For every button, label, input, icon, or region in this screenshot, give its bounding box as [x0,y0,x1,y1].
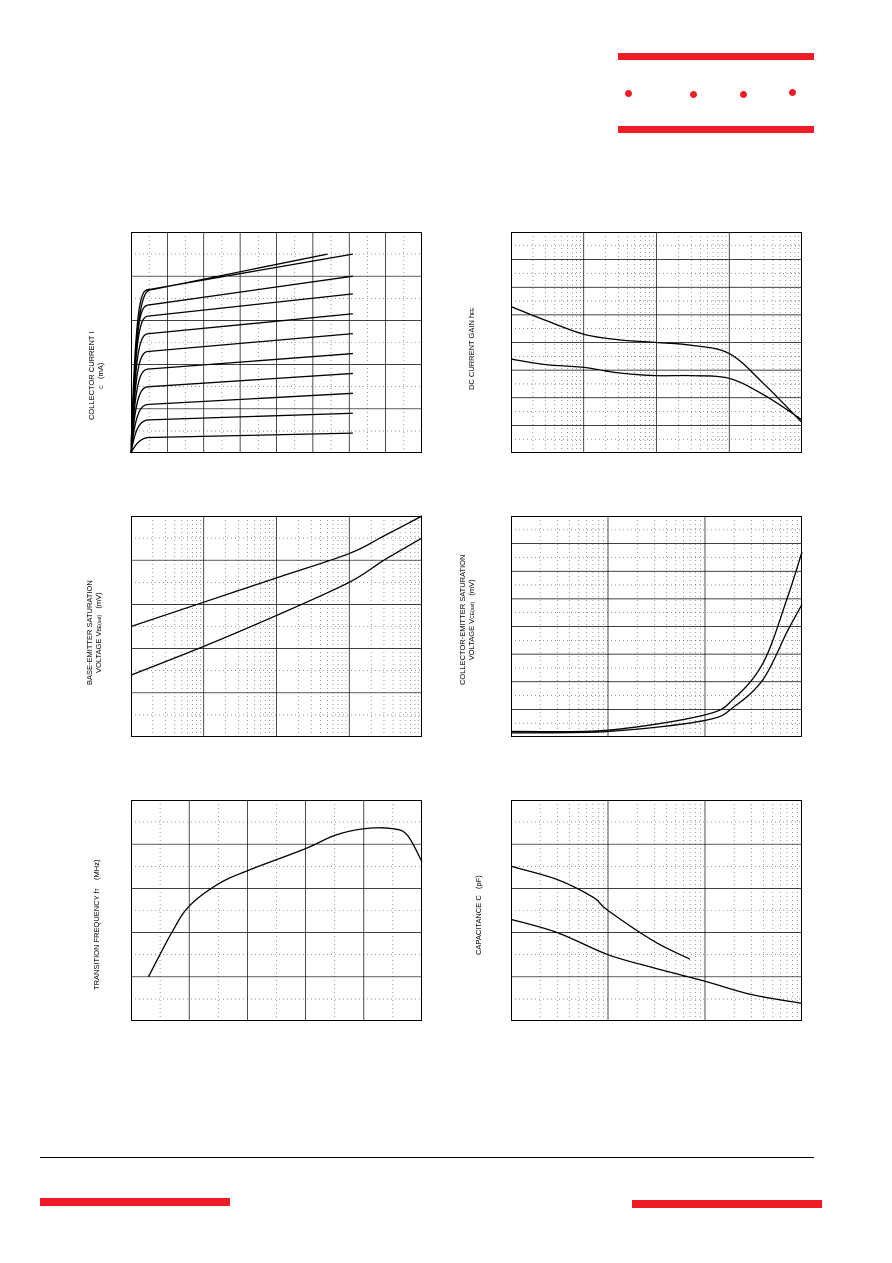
ylabel-collector-current: COLLECTOR CURRENT I C (mA) [87,331,105,420]
series-line-1 [511,552,802,732]
ylabel-base-emitter-saturation: BASE-EMITTER SATURATION VOLTAGE VBE(sat) (mV) [85,580,103,685]
minor-grid [511,800,802,1021]
footer-divider [40,1157,814,1158]
header-logo-dot-4 [789,89,796,96]
series-line-8 [131,294,353,453]
footer-right-bar [632,1200,822,1208]
series-line-3 [131,393,353,453]
header-logo-dot-3 [740,91,747,98]
series-line-7 [131,314,353,453]
series-line-4 [131,373,353,453]
series-line-1 [511,866,690,959]
series-line-10 [131,254,353,453]
header-logo-dot-2 [690,91,697,98]
chart-base-emitter-saturation [131,516,422,737]
chart-dc-current-gain [511,232,802,453]
header-logo-bottom-bar [618,126,814,133]
series-line-2 [511,919,802,1003]
chart-capacitance [511,800,802,1021]
header-logo-top-bar [618,53,814,60]
chart-collector-emitter-saturation [511,516,802,737]
chart-output-characteristics [131,232,422,453]
series-line-1 [131,433,353,453]
ylabel-collector-emitter-saturation: COLLECTOR-EMITTER SATURATION VOLTAGE VCE(sat) (mV) [458,554,476,685]
series-line-2 [131,413,353,453]
header-logo-dot-1 [625,90,632,97]
ylabel-dc-current-gain: DC CURRENT GAIN hFE [467,307,476,390]
chart-transition-frequency [131,800,422,1021]
ylabel-transition-frequency: TRANSITION FREQUENCY fT (MHz) [92,859,101,990]
series-line-2 [511,604,802,732]
minor-grid [131,800,422,1021]
ylabel-capacitance: CAPACITANCE C (pF) [474,875,483,955]
footer-left-bar [40,1198,230,1206]
